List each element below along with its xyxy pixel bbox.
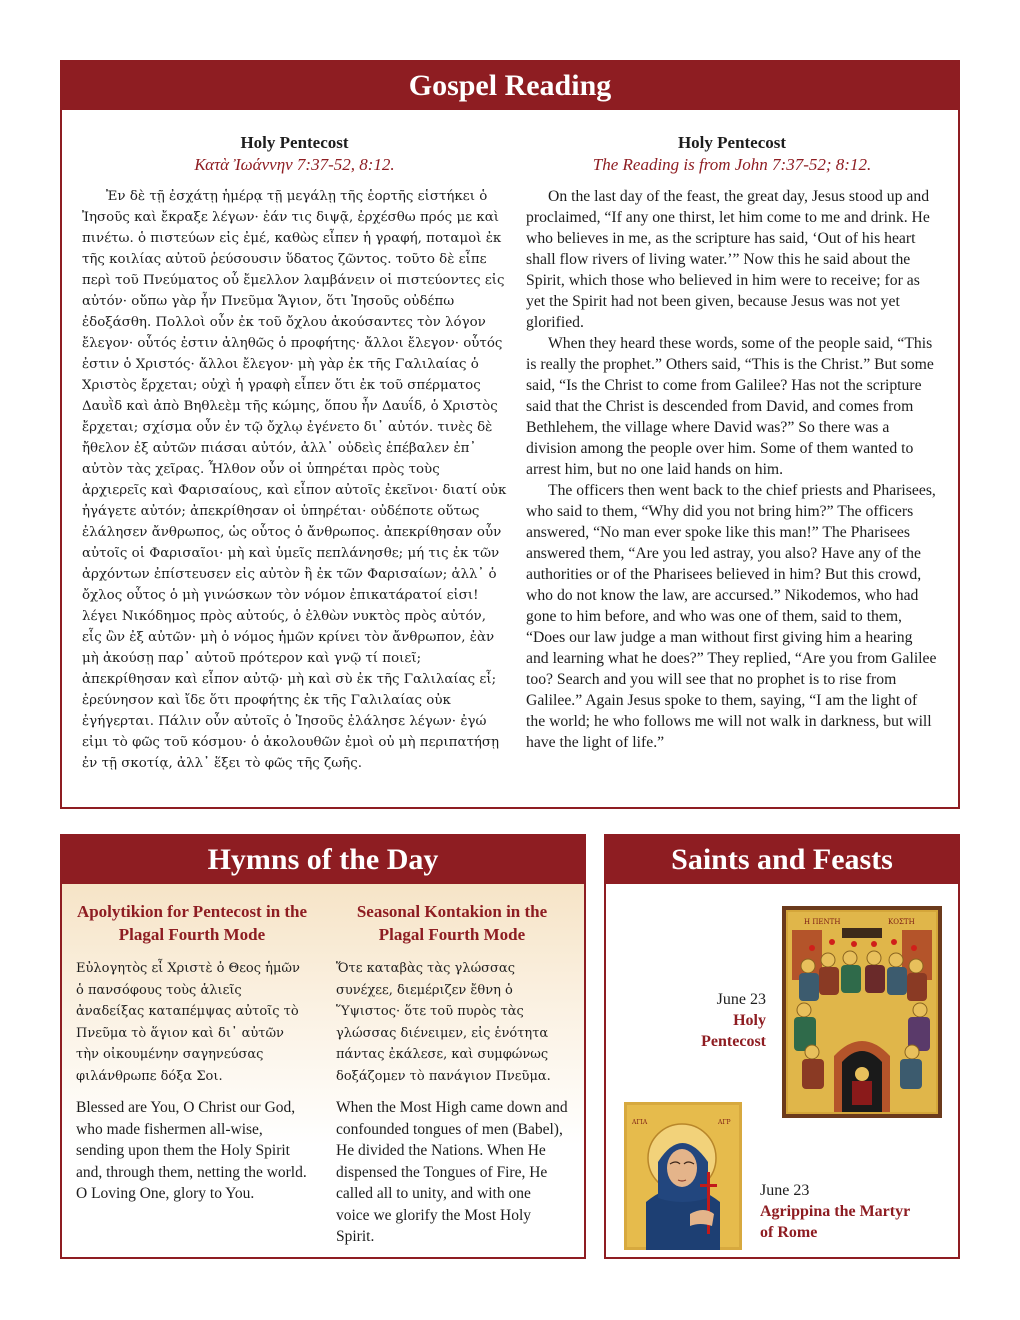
- apolytikion-greek: Εὐλογητὸς εἶ Χριστὲ ὁ Θεος ἡμῶν ὁ πανσόφους τοὺς ἁλιεῖς ἀναδείξας καταπέμψας αὐτοῖς τὸ Πνεῦμα τὸ ἅγιον καὶ δι᾿ αὐτῶν τὴν οἰκουμένην σαγηνεύσας φιλάνθρωπε δόξα Σοι.: [76, 961, 300, 1084]
- english-reading-column: [526, 132, 938, 753]
- greek-reading-reference: Κατὰ Ἰωάννην 7:37-52, 8:12.: [194, 155, 395, 174]
- svg-text:Η ΠΕΝΤΗ: Η ΠΕΝΤΗ: [804, 918, 841, 926]
- kontakion-column: [336, 900, 568, 1248]
- saint-name-line2: of Rome: [760, 1224, 818, 1241]
- apolytikion-title: Apolytikion for Pentecost in the Plagal Fourth Mode: [76, 902, 308, 944]
- english-paragraph: The officers then went back to the chief priests and Pharisees, who said to them, “Why did you not bring him?” The officers answered, “No man ever spoke like this man!” The Pharisees answered them, “Are you led astray, you also? Have any of the authorities or of the Pharisees believed in him? But this crowd, who do not know the law, are accursed.” Nikodemos, who had gone to him before, and who was one of them, said to them, “Does our law judge a man without first giving him a hearing and learning what he does?” They replied, “Are you from Galilee too? Search and you will see that no prophet is to rise from Galilee.” Again Jesus spoke to them, saying, “I am the light of the world; he who follows me will not walk in darkness, but will have the light of life.”: [526, 482, 937, 751]
- english-paragraph: On the last day of the feast, the great day, Jesus stood up and proclaimed, “If any one thirst, let him come to me and drink. He who believes in me, as the scripture has said, ‘Out of his heart shall flow rivers of living water.’” Now this he said about the Spirit, which those who believed in him were to receive; for as yet the Spirit had not been given, because Jesus was not yet glorified.: [526, 188, 930, 331]
- gospel-reading-title: Gospel Reading: [62, 62, 958, 110]
- kontakion-title: Seasonal Kontakion in the Plagal Fourth Mode: [356, 902, 548, 944]
- hymns-section: [60, 834, 586, 1259]
- kontakion-greek: Ὅτε καταβὰς τὰς γλώσσας συνέχεε, διεμέριζεν ἔθνη ὁ Ὕψιστος· ὅτε τοῦ πυρὸς τὰς γλώσσας διένειμεν, εἰς ἑνότητα πάντας ἐκάλεσε, καὶ συμφώνως δοξάζομεν τὸ πανάγιον Πνεῦμα.: [336, 961, 551, 1084]
- saint-name-line2: Pentecost: [701, 1033, 766, 1050]
- svg-text:ΚΟΣΤΗ: ΚΟΣΤΗ: [888, 918, 915, 926]
- hymns-body: [62, 884, 584, 1257]
- english-reading-heading: Holy Pentecost: [677, 133, 787, 152]
- saint-entry-agrippina: [760, 1180, 950, 1243]
- greek-reading-heading: Holy Pentecost: [240, 133, 349, 152]
- english-reading-text: [526, 186, 938, 753]
- english-reading-reference: The Reading is from John 7:37-52; 8:12.: [592, 155, 872, 174]
- saint-date: June 23: [760, 1182, 810, 1199]
- saints-feasts-title: Saints and Feasts: [606, 836, 958, 884]
- svg-text:ΑΓΡ: ΑΓΡ: [718, 1119, 731, 1126]
- agrippina-icon: [624, 1102, 742, 1250]
- apolytikion-column: [76, 900, 308, 1205]
- hymns-title: Hymns of the Day: [62, 836, 584, 884]
- saint-date: June 23: [716, 991, 766, 1008]
- saint-name-line1: Agrippina the Martyr: [760, 1203, 911, 1220]
- apolytikion-english: Blessed are You, O Christ our God, who made fishermen all-wise, sending upon them the Holy Spirit and, through them, netting the world. O Loving One, glory to You.: [76, 1099, 307, 1202]
- english-paragraph: When they heard these words, some of the people said, “This is really the prophet.” Others said, “This is the Christ.” But some said, “Is the Christ to come from Galilee? Has not the scripture said that the Christ is descended from David, and comes from Bethlehem, the village where David was?” So there was a division among the people over him. Some of them wanted to arrest him, but no one laid hands on him.: [526, 335, 934, 478]
- saint-name-line1: Holy: [733, 1012, 766, 1029]
- greek-reading-text: Ἐν δὲ τῇ ἐσχάτῃ ἡμέρᾳ τῇ μεγάλῃ τῆς ἑορτῆς εἱστήκει ὁ Ἰησοῦς καὶ ἔκραξε λέγων· ἐάν τις διψᾷ, ἐρχέσθω πρός με καὶ πινέτω. ὁ πιστεύων εἰς ἐμέ, καθὼς εἶπεν ἡ γραφή, ποταμοὶ ἐκ τῆς κοιλίας αὐτοῦ ῥεύσουσιν ὕδατος ζῶντος. τοῦτο δὲ εἶπε περὶ τοῦ Πνεύματος οὗ ἔμελλον λαμβάνειν οἱ πιστεύοντες εἰς αὐτόν· οὔπω γὰρ ἦν Πνεῦμα Ἅγιον, ὅτι Ἰησοῦς οὐδέπω ἐδοξάσθη. Πολλοὶ οὖν ἐκ τοῦ ὄχλου ἀκούσαντες τὸν λόγον ἔλεγον· οὗτός ἐστιν ἀληθῶς ὁ προφήτης· ἄλλοι ἔλεγον· οὗτός ἐστιν ὁ Χριστός· ἄλλοι ἔλεγον· μὴ γὰρ ἐκ τῆς Γαλιλαίας ὁ Χριστὸς ἔρχεται; οὐχὶ ἡ γραφὴ εἶπεν ὅτι ἐκ τοῦ σπέρματος Δαυῒδ καὶ ἀπὸ Βηθλεὲμ τῆς κώμης, ὅπου ἦν Δαυΐδ, ὁ Χριστὸς ἔρχεται; σχίσμα οὖν ἐν τῷ ὄχλῳ ἐγένετο δι᾿ αὐτόν. τινὲς δὲ ἤθελον ἐξ αὐτῶν πιάσαι αὐτόν, ἀλλ᾿ οὐδεὶς ἐπέβαλεν ἐπ᾿ αὐτὸν τὰς χεῖρας. Ἦλθον οὖν οἱ ὑπηρέται πρὸς τοὺς ἀρχιερεῖς καὶ Φαρισαίους, καὶ εἶπον αὐτοῖς ἐκεῖνοι· διατί οὐκ ἠγάγετε αὐτόν; ἀπεκρίθησαν οἱ ὑπηρέται· οὐδέποτε οὕτως ἐλάλησεν ἄνθρωπος, ὡς οὗτος ὁ ἄνθρωπος. ἀπεκρίθησαν οὖν αὐτοῖς οἱ Φαρισαῖοι· μὴ καὶ ὑμεῖς πεπλάνησθε; μή τις ἐκ τῶν ἀρχόντων ἐπίστευσεν εἰς αὐτὸν ἢ ἐκ τῶν Φαρισαίων; ἀλλ᾿ ὁ ὄχλος οὗτος ὁ μὴ γινώσκων τὸν νόμον ἐπικατάρατοί εἰσι! λέγει Νικόδημος πρὸς αὐτούς, ὁ ἐλθὼν νυκτὸς πρὸς αὐτόν, εἷς ὢν ἐξ αὐτῶν· μὴ ὁ νόμος ἡμῶν κρίνει τὸν ἄνθρωπον, ἐὰν μὴ ἀκούσῃ παρ᾿ αὐτοῦ πρότερον καὶ γνῷ τί ποιεῖ; ἀπεκρίθησαν καὶ εἶπον αὐτῷ· μὴ καὶ σὺ ἐκ τῆς Γαλιλαίας εἶ; ἐρεύνησον καὶ ἴδε ὅτι προφήτης ἐκ τῆς Γαλιλαίας οὐκ ἐγήγερται. Πάλιν οὖν αὐτοῖς ὁ Ἰησοῦς ἐλάλησε λέγων· ἐγώ εἰμι τὸ φῶς τοῦ κόσμου· ὁ ἀκολουθῶν ἐμοὶ οὐ μὴ περιπατήσῃ ἐν τῇ σκοτίᾳ, ἀλλ᾿ ἕξει τὸ φῶς τῆς ζωῆς.: [82, 189, 507, 771]
- svg-text:ΑΓΙΑ: ΑΓΙΑ: [632, 1119, 648, 1126]
- pentecost-icon: [782, 906, 942, 1118]
- saint-entry-pentecost: [666, 989, 766, 1052]
- kontakion-english: When the Most High came down and confounded tongues of men (Babel), He divided the Nations. When He dispensed the Tongues of Fire, He called all to unity, and with one voice we glorify the Most Holy Spirit.: [336, 1099, 568, 1245]
- greek-reading-column: [82, 132, 507, 774]
- gospel-reading-section: [60, 60, 960, 809]
- saints-feasts-section: [604, 834, 960, 1259]
